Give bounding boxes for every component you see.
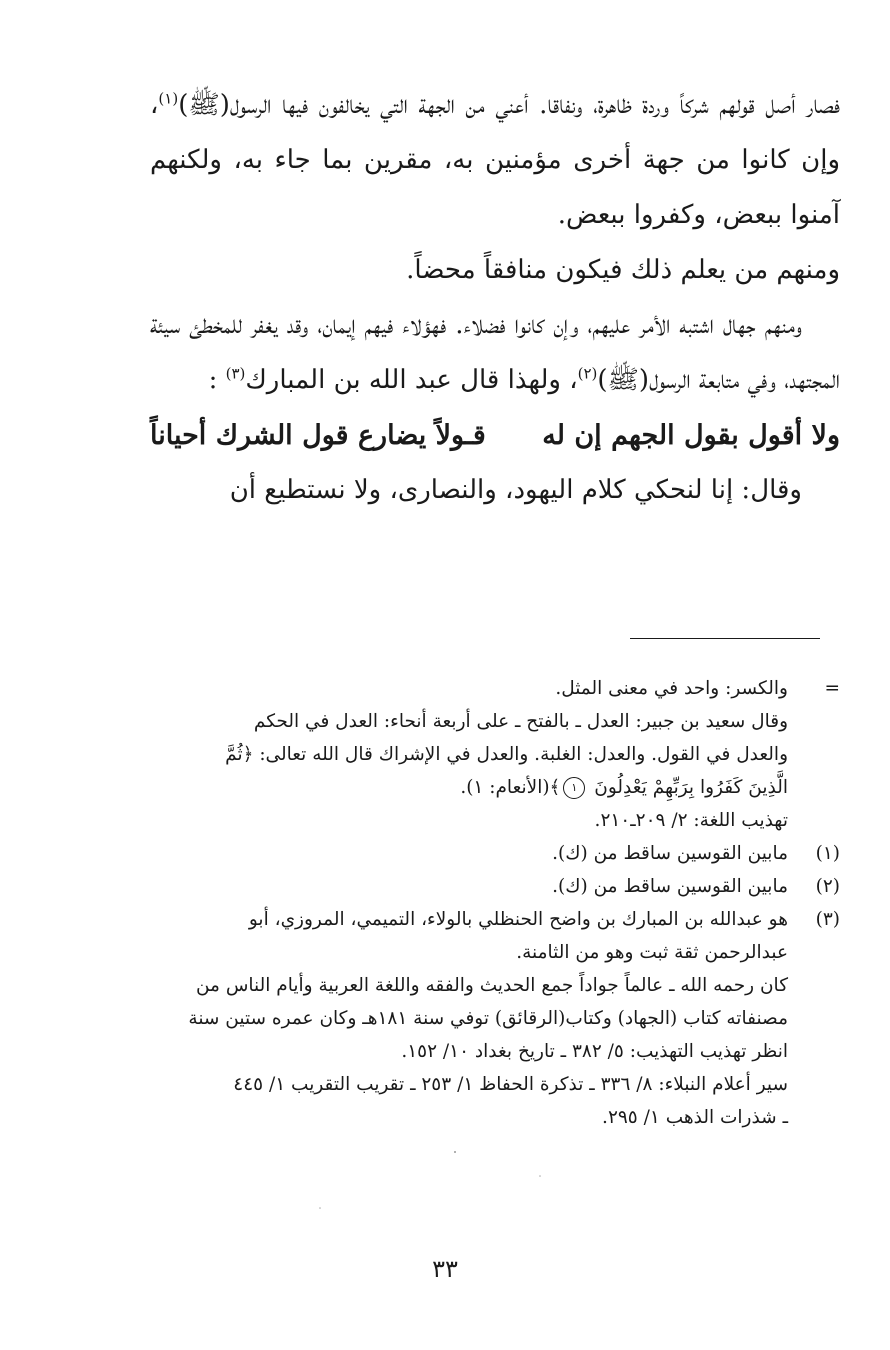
text-line: مؤمنين به، مقرين بما جاء به، ولكنهم آمنوا ببعض، وكفروا: [150, 145, 840, 230]
text-line: ببعض.: [557, 200, 626, 230]
footnote-3: [160, 903, 840, 1134]
footnote-line: مصنفاته كتاب (الجهاد) وكتاب(الرقائق) توفي سنة ١٨١هـ وكان عمره ستين سنة: [188, 1008, 788, 1029]
poetry-verse: [150, 408, 840, 463]
text-line: الرسول(ﷺ): [597, 365, 691, 395]
paragraph-2: ومنهم من يعلم ذلك فيكون منافقاً محضاً.: [406, 255, 840, 285]
footnote-marker[interactable]: (٢): [815, 876, 840, 897]
footnote-line: والكسر: واحد في معنى المثل.: [555, 678, 788, 699]
paragraph-3: [150, 298, 840, 408]
footnote-text: مابين القوسين ساقط من (ك).: [552, 843, 788, 864]
footnote-line: كان رحمه الله ـ عالماً جواداً جمع الحديث والفقه واللغة العربية وأيام الناس من: [195, 975, 788, 996]
footnotes: [160, 672, 840, 1134]
footnote-marker[interactable]: (٣): [815, 909, 840, 930]
footnote-ref-1[interactable]: (١): [158, 89, 179, 108]
footnote-line: وقال سعيد بن جبير: العدل ـ بالفتح ـ على أربعة أنحاء: العدل في الحكم: [253, 711, 788, 732]
footnote-ref-2[interactable]: (٢): [577, 364, 598, 383]
footnote-line: هو عبدالله بن المبارك بن واضح الحنظلي بالولاء، التميمي، المروزي، أبو: [248, 909, 788, 930]
footnote-text: [160, 903, 788, 1134]
text-line: ، ولهذا قال عبد الله بن المبارك: [245, 365, 578, 395]
footnote-2: [160, 870, 840, 903]
main-text: [150, 78, 840, 518]
footnote-continued: [160, 672, 840, 837]
verse-first-hemistich: ولا أقول بقول الجهم إن له: [542, 420, 840, 451]
footnote-line: انظر تهذيب التهذيب: ٥/ ٣٨٢ ـ تاريخ بغداد ١٠/ ١٥٢.: [401, 1041, 788, 1062]
page-number: ٣٣: [432, 1255, 458, 1283]
text-line: فصار أصل قولهم شركاً وردة ظاهرة، ونفاقا. أعني من الجهة: [418, 90, 840, 120]
text-line: :: [208, 365, 218, 395]
footnote-1: [160, 837, 840, 870]
text-line: ، وإن كانوا من جهة أخرى: [150, 90, 840, 175]
footnote-line: تهذيب اللغة: ٢/ ٢٠٩ـ٢١٠.: [594, 810, 788, 831]
footnote-line-quran: [160, 771, 788, 804]
text-line: فيهم إيمان، وقد يغفر للمخطئ سيئة المجتهد، وفي متابعة: [150, 310, 840, 395]
quran-quote: الَّذِينَ كَفَرُوا بِرَبِّهِمْ يَعْدِلُونَ: [594, 777, 788, 798]
text-line: ومنهم جهال اشتبه الأمر عليهم، وإن كانوا فضلاء. فهؤلاء: [402, 310, 802, 340]
continuation-marker: =: [824, 678, 840, 699]
ayah-number-marker: ١: [563, 777, 585, 799]
footnote-text: [160, 672, 788, 837]
text-line: التي يخالفون فيها الرسول(ﷺ): [178, 90, 408, 120]
footnote-marker[interactable]: (١): [815, 843, 840, 864]
footnote-text: مابين القوسين ساقط من (ك).: [552, 876, 788, 897]
paragraph-4: وقال: إنا لنحكي كلام اليهود، والنصارى، ولا نستطيع أن: [229, 475, 802, 505]
footnote-separator: [630, 638, 820, 639]
footnote-line: سير أعلام النبلاء: ٨/ ٣٣٦ ـ تذكرة الحفاظ ١/ ٢٥٣ ـ تقريب التقريب ١/ ٤٤٥: [233, 1074, 788, 1095]
paragraph-1: [150, 78, 840, 243]
footnote-line: والعدل في القول. والعدل: الغلبة. والعدل في الإشراك قال الله تعالى: ﴿ثُمَّ: [225, 744, 788, 765]
verse-second-hemistich: قـولاً يضارع قول الشرك أحياناً: [150, 420, 486, 451]
footnote-line: ـ شذرات الذهب ١/ ٢٩٥.: [602, 1107, 788, 1128]
quran-citation: ﴾(الأنعام: ١).: [460, 777, 561, 798]
footnote-line: عبدالرحمن ثقة ثبت وهو من الثامنة.: [516, 942, 788, 963]
footnote-ref-3[interactable]: (٣): [225, 364, 246, 383]
